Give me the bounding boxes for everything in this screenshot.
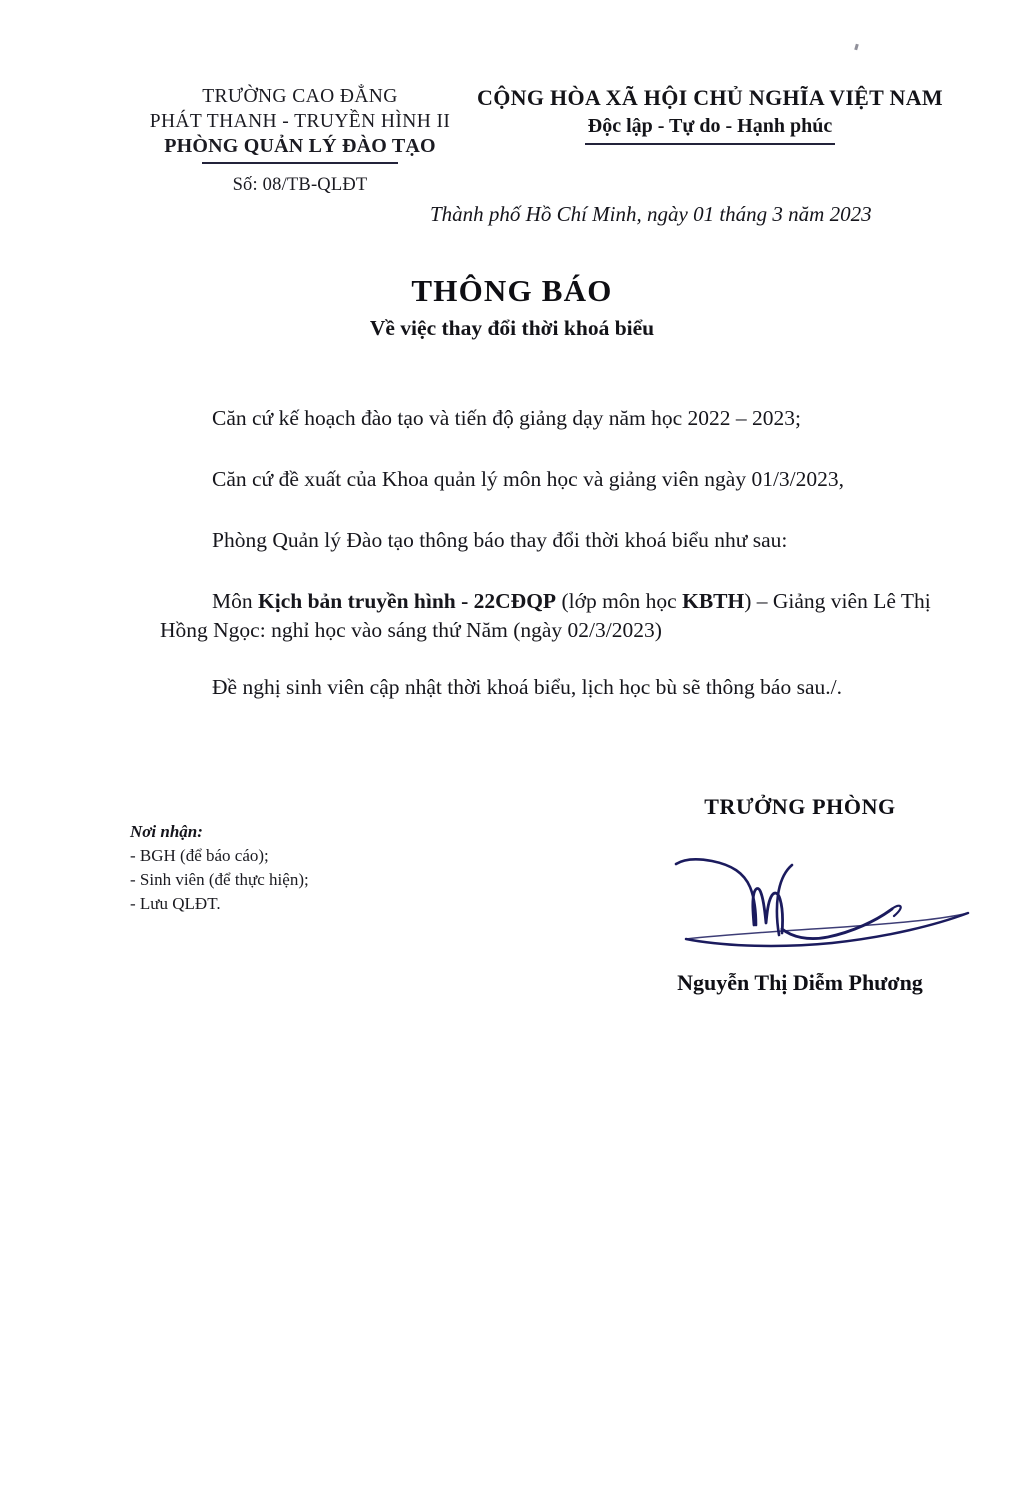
document-header xyxy=(0,84,1024,214)
subject-middle: (lớp môn học xyxy=(556,589,683,613)
class-code: KBTH xyxy=(682,589,745,613)
subject-suffix: ) – Giảng viên Lê Thị Hồng Ngọc: nghỉ học vào sáng thứ Năm (ngày 02/3/2023) xyxy=(160,589,931,642)
organization-line-1: TRƯỜNG CAO ĐẲNG xyxy=(202,86,398,107)
scan-artifact-speck xyxy=(854,44,859,51)
body-paragraph-3: Phòng Quản lý Đào tạo thông báo thay đổi thời khoá biểu như sau: xyxy=(212,528,788,552)
organization-underline-rule xyxy=(202,162,398,164)
document-number: Số: 08/TB-QLĐT xyxy=(232,175,368,195)
handwritten-signature-icon xyxy=(620,821,980,969)
title-block xyxy=(0,272,1024,343)
recipient-item-2: - Sinh viên (để thực hiện); xyxy=(130,870,309,889)
body-paragraph-5: Đề nghị sinh viên cập nhật thời khoá biểu, lịch học bù sẽ thông báo sau./. xyxy=(212,675,842,699)
organization-line-2: PHÁT THANH - TRUYỀN HÌNH II xyxy=(149,111,451,132)
page-title: THÔNG BÁO xyxy=(411,273,613,308)
body-paragraph-1: Căn cứ kế hoạch đào tạo và tiến độ giảng dạy năm học 2022 – 2023; xyxy=(212,406,802,430)
signer-role: TRƯỞNG PHÒNG xyxy=(704,794,896,819)
place-and-date: Thành phố Hồ Chí Minh, ngày 01 tháng 3 năm 2023 xyxy=(430,202,872,226)
recipients-title: Nơi nhận: xyxy=(130,822,203,841)
page-subtitle: Về việc thay đổi thời khoá biểu xyxy=(369,316,655,340)
document-body xyxy=(160,404,950,734)
issuing-organization-block xyxy=(120,84,480,197)
organization-department: PHÒNG QUẢN LÝ ĐÀO TẠO xyxy=(164,135,436,157)
signature-block xyxy=(620,793,980,997)
motto-underline-rule xyxy=(585,143,835,145)
subject-prefix: Môn xyxy=(212,589,258,613)
recipient-item-3: - Lưu QLĐT. xyxy=(130,894,221,913)
subject-name: Kịch bản truyền hình - 22CĐQP xyxy=(258,589,557,613)
body-paragraph-4 xyxy=(160,587,950,645)
recipient-item-1: - BGH (để báo cáo); xyxy=(130,846,269,865)
signer-name: Nguyễn Thị Diễm Phương xyxy=(677,970,923,995)
body-paragraph-2: Căn cứ đề xuất của Khoa quản lý môn học và giảng viên ngày 01/3/2023, xyxy=(212,467,845,491)
national-motto: Độc lập - Tự do - Hạnh phúc xyxy=(587,115,833,137)
recipients-block xyxy=(130,820,460,916)
national-heading-block xyxy=(470,84,950,145)
country-name: CỘNG HÒA XÃ HỘI CHỦ NGHĨA VIỆT NAM xyxy=(477,85,943,110)
